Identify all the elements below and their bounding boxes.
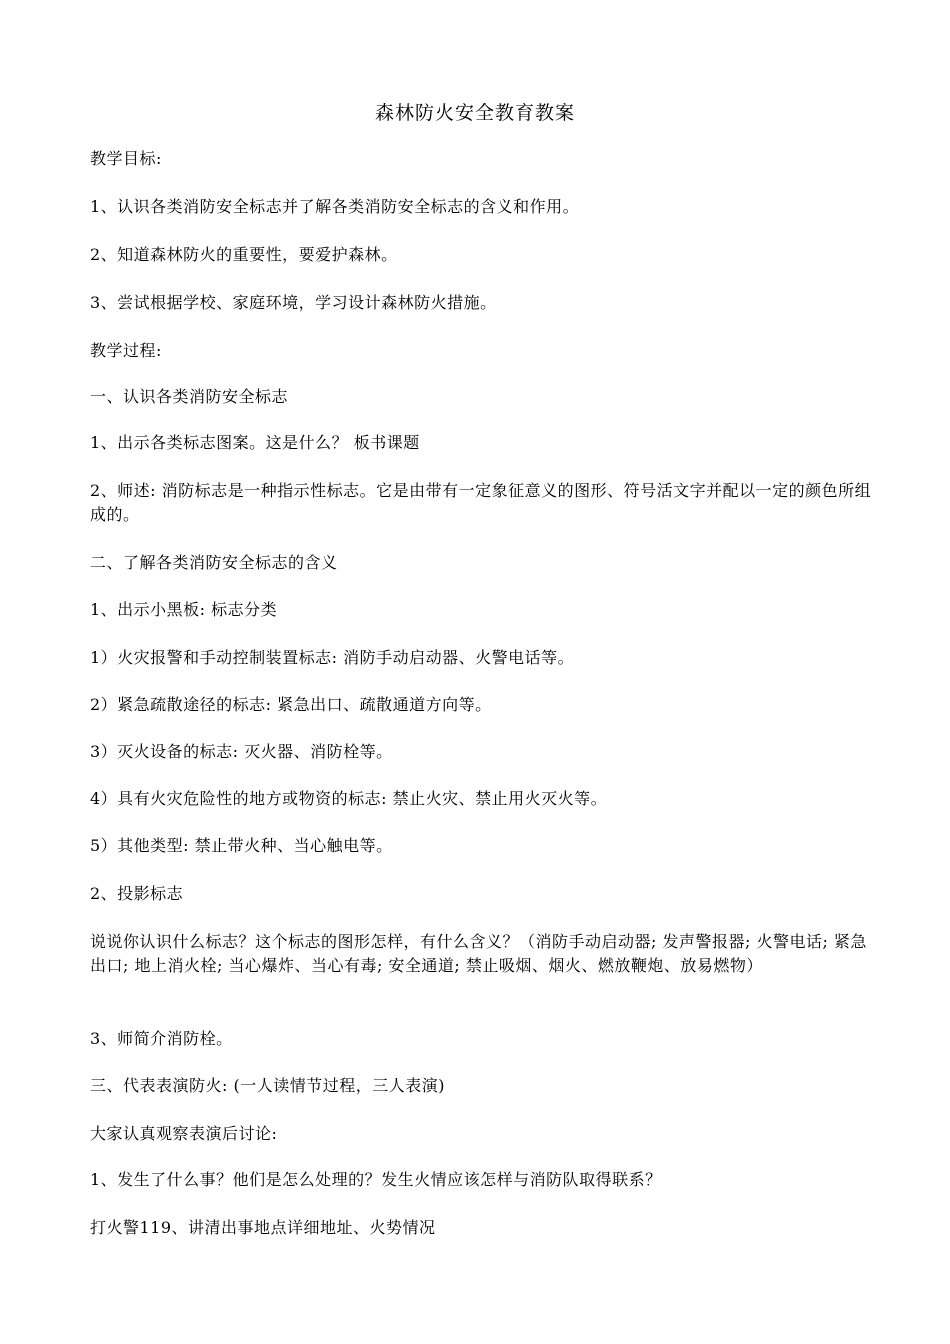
process-step-paragraph: 2、投影标志: [90, 884, 184, 903]
process-step-paragraph: 3、师简介消防栓。: [90, 1029, 233, 1048]
section-heading-process: 教学过程:: [90, 341, 162, 360]
section-heading-objectives: 教学目标:: [90, 149, 162, 168]
sign-category-item: 1）火灾报警和手动控制装置标志: 消防手动启动器、火警电话等。: [90, 648, 575, 667]
discussion-question: 1、发生了什么事？他们是怎么处理的？发生火情应该怎样与消防队取得联系？: [90, 1170, 662, 1189]
discussion-answer: 打火警119、讲清出事地点详细地址、火势情况: [90, 1218, 436, 1237]
sign-category-item: 4）具有火灾危险性的地方或物资的标志: 禁止火灾、禁止用火灭火等。: [90, 789, 608, 808]
objective-item-3: 3、尝试根据学校、家庭环境，学习设计森林防火措施。: [90, 293, 497, 312]
process-part-2-heading: 二、了解各类消防安全标志的含义: [90, 553, 338, 572]
sign-category-item: 3）灭火设备的标志: 灭火器、消防栓等。: [90, 742, 393, 761]
document-title: 森林防火安全教育教案: [374, 102, 575, 124]
process-step-paragraph: 1、出示小黑板: 标志分类: [90, 600, 278, 619]
process-part-1-heading: 一、认识各类消防安全标志: [90, 387, 289, 406]
objective-item-2: 2、知道森林防火的重要性，要爱护森林。: [90, 245, 398, 264]
sign-category-item: 2）紧急疏散途径的标志: 紧急出口、疏散通道方向等。: [90, 695, 492, 714]
process-step-paragraph: 大家认真观察表演后讨论:: [90, 1124, 278, 1143]
process-step-paragraph: 说说你认识什么标志？这个标志的图形怎样，有什么含义？（消防手动启动器; 发声警报器; 火警电话; 紧急出口; 地上消火栓; 当心爆炸、当心有毒; 安全通道; 禁止吸烟、烟火、燃放鞭炮、放易燃物）: [90, 932, 867, 975]
process-step-paragraph: 2、师述: 消防标志是一种指示性标志。它是由带有一定象征意义的图形、符号活文字并配以一定的颜色所组成的。: [90, 481, 872, 524]
sign-category-item: 5）其他类型: 禁止带火种、当心触电等。: [90, 836, 393, 855]
process-part-3-heading: 三、代表表演防火: (一人读情节过程，三人表演): [90, 1076, 445, 1095]
objective-item-1: 1、认识各类消防安全标志并了解各类消防安全标志的含义和作用。: [90, 197, 580, 216]
process-step-paragraph: 1、出示各类标志图案。这是什么？ 板书课题: [90, 433, 420, 452]
